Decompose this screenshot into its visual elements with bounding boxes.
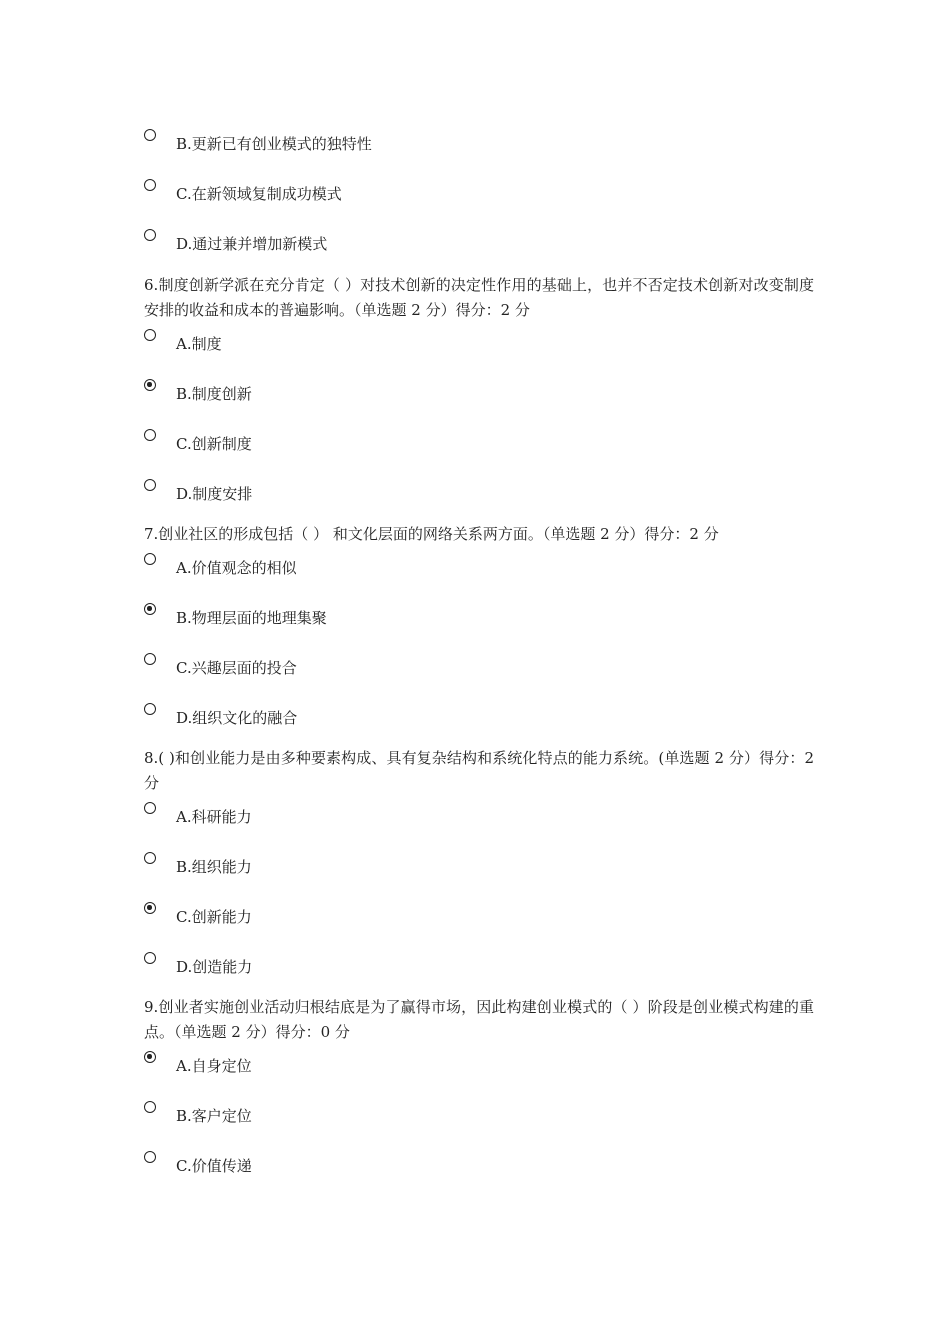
option-label: B.制度创新 <box>176 385 252 403</box>
question-6-text: 6.制度创新学派在充分肯定（ ）对技术创新的决定性作用的基础上，也并不否定技术创新对改变制度安排的收益和成本的普遍影响。（单选题 2 分）得分：2 分 <box>144 276 814 319</box>
q8-option-b[interactable] <box>144 852 252 878</box>
radio-icon[interactable] <box>144 852 156 864</box>
radio-icon[interactable] <box>144 1151 156 1163</box>
option-label: B.客户定位 <box>176 1107 252 1125</box>
radio-icon[interactable] <box>144 329 156 341</box>
radio-checked-icon[interactable] <box>144 379 156 391</box>
q5-option-d[interactable] <box>144 229 327 255</box>
question-8-text: 8.( )和创业能力是由多种要素构成、具有复杂结构和系统化特点的能力系统。(单选题 2 分）得分：2 分 <box>144 749 814 792</box>
option-label: C.创新制度 <box>176 435 252 453</box>
radio-checked-icon[interactable] <box>144 603 156 615</box>
q7-option-c[interactable] <box>144 653 297 679</box>
radio-icon[interactable] <box>144 802 156 814</box>
radio-icon[interactable] <box>144 952 156 964</box>
q6-option-c[interactable] <box>144 429 252 455</box>
q6-option-b[interactable] <box>144 379 252 405</box>
option-label: B.更新已有创业模式的独特性 <box>176 135 372 153</box>
option-label: D.制度安排 <box>176 485 253 503</box>
radio-icon[interactable] <box>144 653 156 665</box>
radio-icon[interactable] <box>144 129 156 141</box>
radio-icon[interactable] <box>144 1101 156 1113</box>
option-label: C.在新领域复制成功模式 <box>176 185 342 203</box>
q8-option-d[interactable] <box>144 952 252 978</box>
radio-checked-icon[interactable] <box>144 1051 156 1063</box>
q6-option-a[interactable] <box>144 329 222 355</box>
option-label: A.价值观念的相似 <box>176 559 297 577</box>
q9-option-a[interactable] <box>144 1051 252 1077</box>
option-label: D.创造能力 <box>176 958 253 976</box>
q7-option-a[interactable] <box>144 553 297 579</box>
option-label: A.自身定位 <box>176 1057 252 1075</box>
q5-option-b[interactable] <box>144 129 372 155</box>
radio-icon[interactable] <box>144 479 156 491</box>
q5-option-c[interactable] <box>144 179 342 205</box>
option-label: A.科研能力 <box>176 808 252 826</box>
q9-option-b[interactable] <box>144 1101 252 1127</box>
question-7-text: 7.创业社区的形成包括（ ） 和文化层面的网络关系两方面。（单选题 2 分）得分：2 分 <box>144 525 719 543</box>
option-label: C.创新能力 <box>176 908 252 926</box>
radio-icon[interactable] <box>144 229 156 241</box>
q7-option-d[interactable] <box>144 703 297 729</box>
option-label: B.物理层面的地理集聚 <box>176 609 327 627</box>
q8-option-a[interactable] <box>144 802 252 828</box>
option-label: D.组织文化的融合 <box>176 709 298 727</box>
option-label: B.组织能力 <box>176 858 252 876</box>
radio-checked-icon[interactable] <box>144 902 156 914</box>
option-label: C.兴趣层面的投合 <box>176 659 297 677</box>
q9-option-c[interactable] <box>144 1151 252 1177</box>
option-label: D.通过兼并增加新模式 <box>176 235 328 253</box>
radio-icon[interactable] <box>144 553 156 565</box>
option-label: A.制度 <box>176 335 222 353</box>
q7-option-b[interactable] <box>144 603 327 629</box>
radio-icon[interactable] <box>144 703 156 715</box>
radio-icon[interactable] <box>144 179 156 191</box>
q8-option-c[interactable] <box>144 902 252 928</box>
radio-icon[interactable] <box>144 429 156 441</box>
option-label: C.价值传递 <box>176 1157 252 1175</box>
q6-option-d[interactable] <box>144 479 252 505</box>
question-9-text: 9.创业者实施创业活动归根结底是为了赢得市场，因此构建创业模式的（ ）阶段是创业模式构建的重点。（单选题 2 分）得分：0 分 <box>144 998 814 1041</box>
